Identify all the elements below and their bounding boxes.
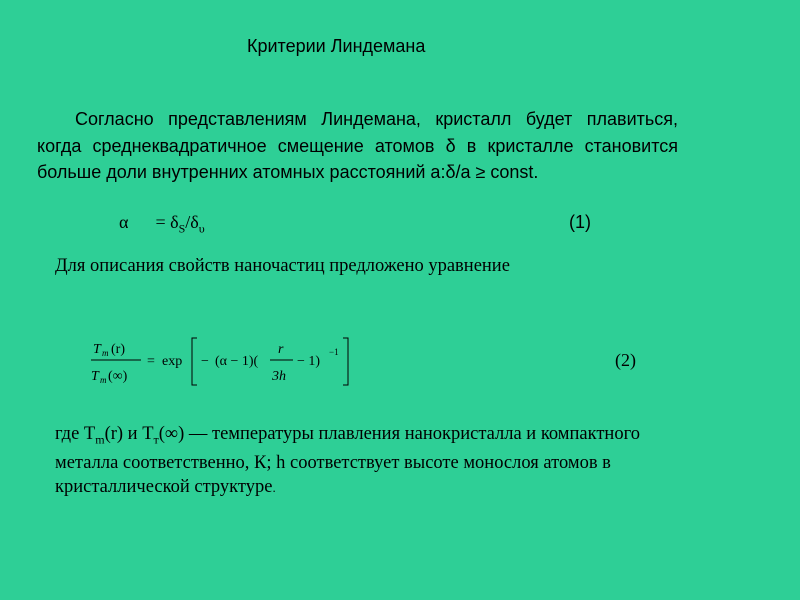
formula-1-eq: = δ	[155, 212, 179, 232]
formula-2	[85, 333, 370, 395]
explanation-part-3: (∞) — температуры плавления нанокристалла и компактного металла соответственно, К; h соответствует высоте монослоя атомов в кристаллической структуре	[55, 424, 640, 497]
intro-paragraph	[37, 106, 678, 186]
formula-2-exp: exp	[162, 354, 183, 369]
formula-1	[37, 212, 678, 240]
formula-1-slash: /δ	[185, 212, 199, 232]
formula-2-denominator-t: T	[91, 369, 99, 384]
left-bracket	[192, 338, 197, 385]
formula-1-number: (1)	[569, 212, 591, 232]
explanation-part-2: (r) и T	[104, 424, 154, 444]
formula-2-number: (2)	[615, 350, 636, 370]
formula-2-numerator-arg: (r)	[111, 342, 125, 357]
formula-2-denominator-sub: m	[100, 375, 107, 385]
formula-2-denominator-arg: (∞)	[108, 369, 128, 384]
intro-text: Согласно представлениям Линдемана, кристалл будет плавиться, когда среднеквадратичное смещение атомов δ в кристалле становится больше доли внутренних атомных расстояний а:δ/а ≥ const.	[37, 109, 678, 182]
alpha-symbol: α	[119, 212, 129, 232]
explanation-sub-t: т	[153, 432, 159, 447]
formula-2-power: −1	[329, 347, 339, 357]
formula-2-numerator-t: T	[93, 342, 101, 357]
formula-2-equals: =	[147, 354, 155, 369]
formula-1-expression	[119, 212, 205, 237]
right-bracket	[343, 338, 348, 385]
formula-2-frac-den: 3h	[272, 369, 286, 384]
explanation-text	[55, 423, 695, 499]
nano-intro-text: Для описания свойств наночастиц предложено уравнение	[55, 256, 510, 276]
explanation-end: .	[272, 479, 276, 495]
formula-2-alpha-term: (α − 1)(	[215, 354, 259, 369]
formula-1-sub-s: S	[178, 221, 186, 236]
formula-1-sub-v: υ	[198, 221, 205, 236]
formula-2-minus-one: − 1)	[297, 354, 321, 369]
slide-title: Критерии Линдемана	[247, 36, 426, 56]
explanation-sub-m: m	[95, 432, 105, 447]
formula-2-minus: −	[201, 354, 209, 369]
formula-2-frac-num: r	[278, 342, 284, 357]
explanation-part-1: где T	[55, 424, 96, 444]
formula-2-numerator-sub: m	[102, 348, 109, 358]
